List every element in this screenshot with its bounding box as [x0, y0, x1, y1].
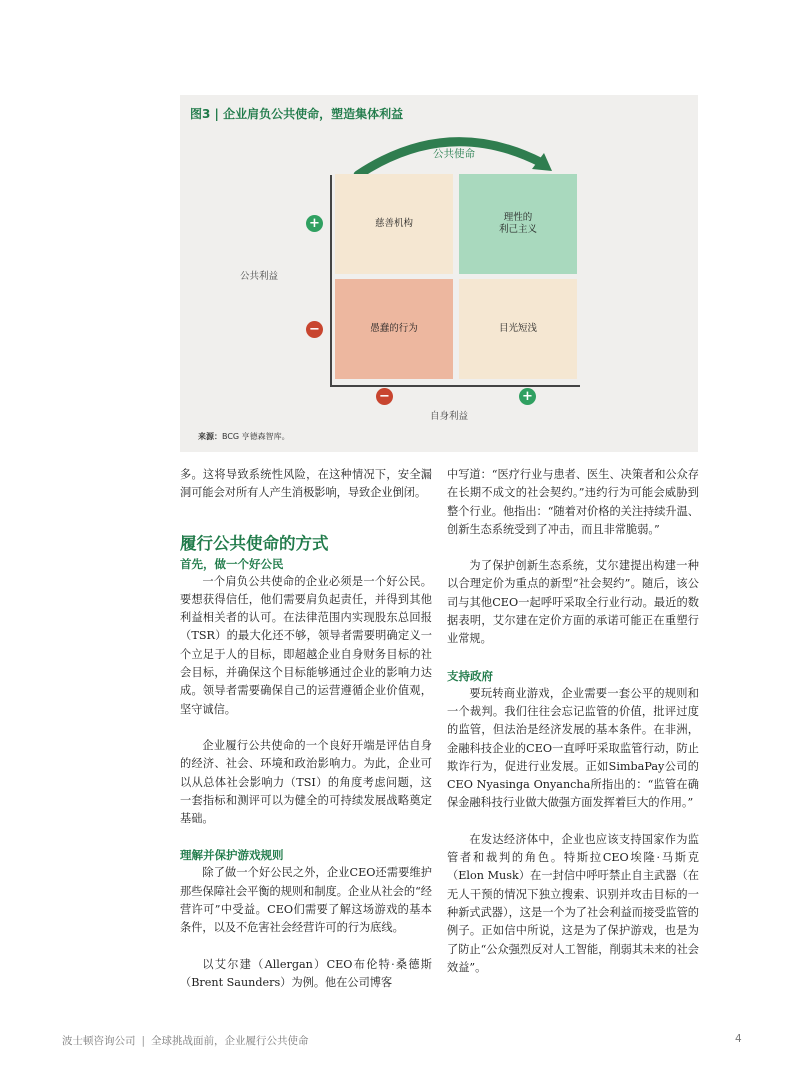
x-plus-icon: + — [519, 388, 536, 405]
paragraph: 为了保护创新生态系统，艾尔建提出构建一种以合理定价为重点的新型“社会契约”。随后，该公司与其他CEO一起呼吁采取全行业行动。最近的数据表明，艾尔建在定价方面的承诺可能正在重塑行业常规。 — [447, 559, 699, 646]
y-minus-icon: − — [306, 321, 323, 338]
figure-title: 图3 | 企业肩负公共使命，塑造集体利益 — [190, 107, 404, 121]
paragraph: 除了做一个好公民之外，企业CEO还需要维护那些保障社会平衡的规则和制度。企业从社会的“经营许可”中受益。CEO们需要了解这场游戏的基本条件，以及不危害社会经营许可的行为底线。 — [180, 866, 432, 935]
quadrant-charity: 慈善机构 — [335, 174, 453, 274]
footer-separator: | — [141, 1035, 146, 1047]
footer-company: 波士顿咨询公司 — [62, 1035, 136, 1047]
section-heading: 履行公共使命的方式 — [180, 533, 329, 553]
arc-label: 公共使命 — [433, 148, 475, 160]
left-column — [180, 466, 432, 992]
sub-heading-good-citizen: 首先，做一个好公民 — [180, 556, 284, 571]
right-column — [447, 466, 699, 977]
y-axis-line — [330, 175, 332, 386]
quadrant-rational-self-interest: 理性的 利己主义 — [459, 174, 577, 274]
paragraph: 企业履行公共使命的一个良好开端是评估自身的经济、社会、环境和政治影响力。为此，企业可以从总体社会影响力（TSI）的角度考虑问题，这一套指标和测评可以为健全的可持续发展战略奠定基础。 — [180, 738, 432, 826]
y-axis-label: 公共利益 — [240, 271, 279, 282]
paragraph: 要玩转商业游戏，企业需要一套公平的规则和一个裁判。我们往往会忘记监管的价值，批评过度的监管，但法治是经济发展的基本条件。在非洲，金融科技企业的CEO一直呼吁采取监管行动，防止欺诈行为，促进行业发展。正如SimbaPay公司的CEO Nyasinga Onyancha所指出的：“监管在确保金融科技行业做大做强方面发挥着巨大的作用。” — [447, 686, 699, 810]
source-label: 来源： — [198, 432, 222, 441]
page-number: 4 — [735, 1033, 742, 1045]
quadrant-foolish-behavior: 愚蠢的行为 — [335, 279, 453, 379]
sub-heading-support-government: 支持政府 — [447, 668, 493, 683]
figure-3 — [180, 95, 698, 452]
paragraph: 一个肩负公共使命的企业必须是一个好公民。要想获得信任，他们需要肩负起责任，并得到其他利益相关者的认可。在法律范围内实现股东总回报（TSR）的最大化还不够，领导者需要明确定义一个立足于人的目标，即超越企业自身财务目标的社会目标，并确保这个目标能够通过企业的影响力达成。领导者需要确保自己的运营遵循企业价值观，坚守诚信。 — [180, 574, 432, 716]
source-text: BCG 亨德森智库。 — [222, 432, 290, 441]
x-axis-line — [330, 385, 580, 387]
footer-title: 全球挑战面前，企业履行公共使命 — [151, 1035, 309, 1047]
paragraph: 在发达经济体中，企业也应该支持国家作为监管者和裁判的角色。特斯拉CEO埃隆·马斯克（Elon Musk）在一封信中呼吁禁止自主武器（在无人干预的情况下独立搜索、识别并攻击目标的一种新式武器），这是一个为了社会利益而接受监管的例子。正如信中所说，这是为了保护游戏，也是为了防止“公众强烈反对人工智能，削弱其未来的社会效益”。 — [447, 832, 699, 974]
paragraph: 以艾尔建（Allergan）CEO布伦特·桑德斯（Brent Saunders）为例。他在公司博客 — [180, 957, 432, 989]
x-axis-label: 自身利益 — [430, 411, 469, 422]
x-minus-icon: − — [376, 388, 393, 405]
quadrant-short-sighted: 目光短浅 — [459, 279, 577, 379]
footer — [62, 1033, 309, 1048]
figure-source — [198, 431, 290, 442]
paragraph: 中写道：“医疗行业与患者、医生、决策者和公众存在长期不成文的社会契约。”违约行为可能会威胁到整个行业。他指出：“随着对价格的关注持续升温、创新生态系统受到了冲击，而且非常脆弱。” — [447, 468, 699, 536]
paragraph: 多。这将导致系统性风险，在这种情况下，安全漏洞可能会对所有人产生消极影响，导致企业倒闭。 — [180, 468, 432, 500]
y-plus-icon: + — [306, 215, 323, 232]
sub-heading-game-rules: 理解并保护游戏规则 — [180, 848, 284, 863]
